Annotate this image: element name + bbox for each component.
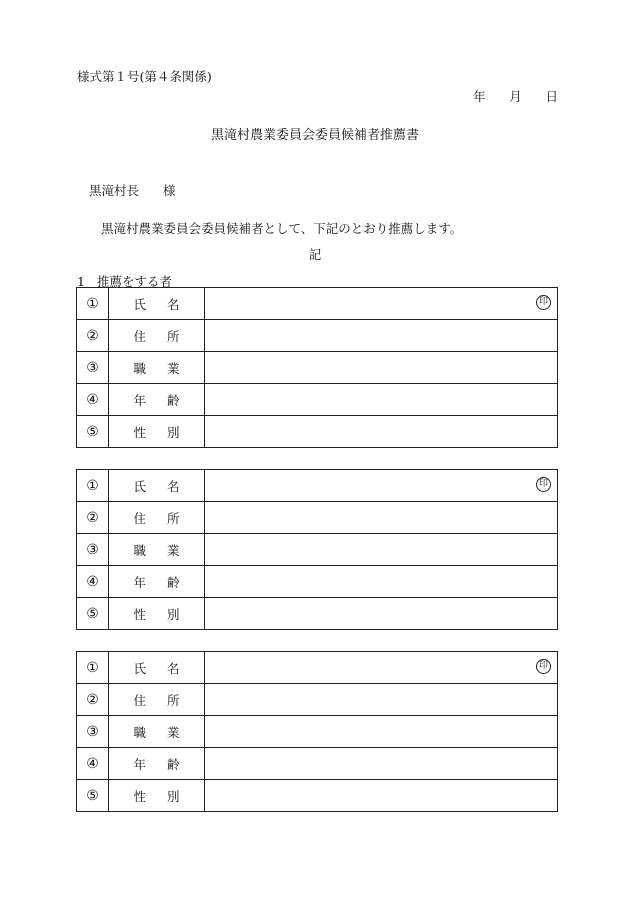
age-value-cell[interactable]	[205, 384, 558, 416]
table-row	[77, 566, 558, 598]
label-char: 性	[133, 606, 147, 622]
row-number: ⑤	[77, 598, 109, 630]
row-number: ②	[77, 684, 109, 716]
label-char: 氏	[133, 660, 147, 676]
section-label: 推薦をする者	[96, 274, 172, 289]
label-char: 別	[166, 606, 180, 622]
row-number: ④	[77, 566, 109, 598]
label-char: 別	[166, 424, 180, 440]
gender-value-cell[interactable]	[205, 598, 558, 630]
row-number: ⑤	[77, 416, 109, 448]
row-number: ①	[77, 652, 109, 684]
row-number: ③	[77, 352, 109, 384]
name-value-cell[interactable]	[205, 288, 558, 320]
label-char: 別	[166, 788, 180, 804]
table-row	[77, 780, 558, 812]
table-row	[77, 652, 558, 684]
label-char: 年	[133, 574, 147, 590]
age-value-cell[interactable]	[205, 748, 558, 780]
label-char: 名	[166, 478, 180, 494]
address-value-cell[interactable]	[205, 320, 558, 352]
candidate-table-1	[76, 287, 558, 448]
field-label	[109, 748, 205, 780]
addressee	[89, 181, 176, 199]
table-row	[77, 470, 558, 502]
label-char: 所	[166, 328, 180, 344]
name-value-cell[interactable]	[205, 652, 558, 684]
label-char: 業	[166, 360, 180, 376]
form-number: 様式第１号(第４条関係)	[77, 69, 212, 84]
label-char: 齢	[166, 756, 180, 772]
table-row	[77, 384, 558, 416]
label-char: 職	[133, 360, 147, 376]
field-label	[109, 780, 205, 812]
table-row	[77, 598, 558, 630]
field-label	[109, 384, 205, 416]
section-number: 1	[77, 274, 85, 289]
label-char: 住	[133, 328, 147, 344]
table-row	[77, 684, 558, 716]
candidate-table-2	[76, 469, 558, 630]
address-value-cell[interactable]	[205, 684, 558, 716]
table-row	[77, 320, 558, 352]
row-number: ②	[77, 502, 109, 534]
intro-text: 黒滝村農業委員会委員候補者として、下記のとおり推薦します。	[101, 221, 463, 236]
seal-mark: 印	[536, 295, 551, 310]
field-label	[109, 502, 205, 534]
label-char: 氏	[133, 478, 147, 494]
addressee-name: 黒滝村長	[89, 183, 140, 198]
candidate-table-3	[76, 651, 558, 812]
row-number: ④	[77, 748, 109, 780]
label-char: 所	[166, 510, 180, 526]
field-label	[109, 716, 205, 748]
label-char: 性	[133, 788, 147, 804]
date-line	[473, 87, 558, 105]
name-value-cell[interactable]	[205, 470, 558, 502]
date-year: 年	[473, 89, 486, 104]
gender-value-cell[interactable]	[205, 416, 558, 448]
address-value-cell[interactable]	[205, 502, 558, 534]
label-char: 氏	[133, 296, 147, 312]
label-char: 齢	[166, 574, 180, 590]
row-number: ③	[77, 716, 109, 748]
field-label	[109, 652, 205, 684]
label-char: 住	[133, 510, 147, 526]
field-label	[109, 598, 205, 630]
occupation-value-cell[interactable]	[205, 716, 558, 748]
label-char: 年	[133, 756, 147, 772]
label-char: 性	[133, 424, 147, 440]
table-row	[77, 288, 558, 320]
row-number: ④	[77, 384, 109, 416]
row-number: ⑤	[77, 780, 109, 812]
table-row	[77, 716, 558, 748]
label-char: 職	[133, 542, 147, 558]
gender-value-cell[interactable]	[205, 780, 558, 812]
row-number: ②	[77, 320, 109, 352]
document-title: 黒滝村農業委員会委員候補者推薦書	[210, 128, 419, 143]
field-label	[109, 320, 205, 352]
table-row	[77, 534, 558, 566]
date-month: 月	[509, 89, 522, 104]
table-row	[77, 352, 558, 384]
field-label	[109, 352, 205, 384]
label-char: 名	[166, 660, 180, 676]
row-number: ①	[77, 288, 109, 320]
field-label	[109, 534, 205, 566]
field-label	[109, 288, 205, 320]
occupation-value-cell[interactable]	[205, 352, 558, 384]
date-day: 日	[545, 89, 558, 104]
label-char: 業	[166, 542, 180, 558]
label-char: 年	[133, 392, 147, 408]
seal-mark: 印	[536, 659, 551, 674]
field-label	[109, 566, 205, 598]
row-number: ③	[77, 534, 109, 566]
label-char: 職	[133, 724, 147, 740]
label-char: 名	[166, 296, 180, 312]
label-char: 所	[166, 692, 180, 708]
addressee-honorific: 様	[163, 183, 176, 198]
field-label	[109, 416, 205, 448]
occupation-value-cell[interactable]	[205, 534, 558, 566]
row-number: ①	[77, 470, 109, 502]
seal-mark: 印	[536, 477, 551, 492]
table-row	[77, 748, 558, 780]
label-char: 業	[166, 724, 180, 740]
age-value-cell[interactable]	[205, 566, 558, 598]
field-label	[109, 470, 205, 502]
table-row	[77, 416, 558, 448]
label-char: 齢	[166, 392, 180, 408]
ki-heading: 記	[308, 247, 322, 262]
label-char: 住	[133, 692, 147, 708]
table-row	[77, 502, 558, 534]
field-label	[109, 684, 205, 716]
